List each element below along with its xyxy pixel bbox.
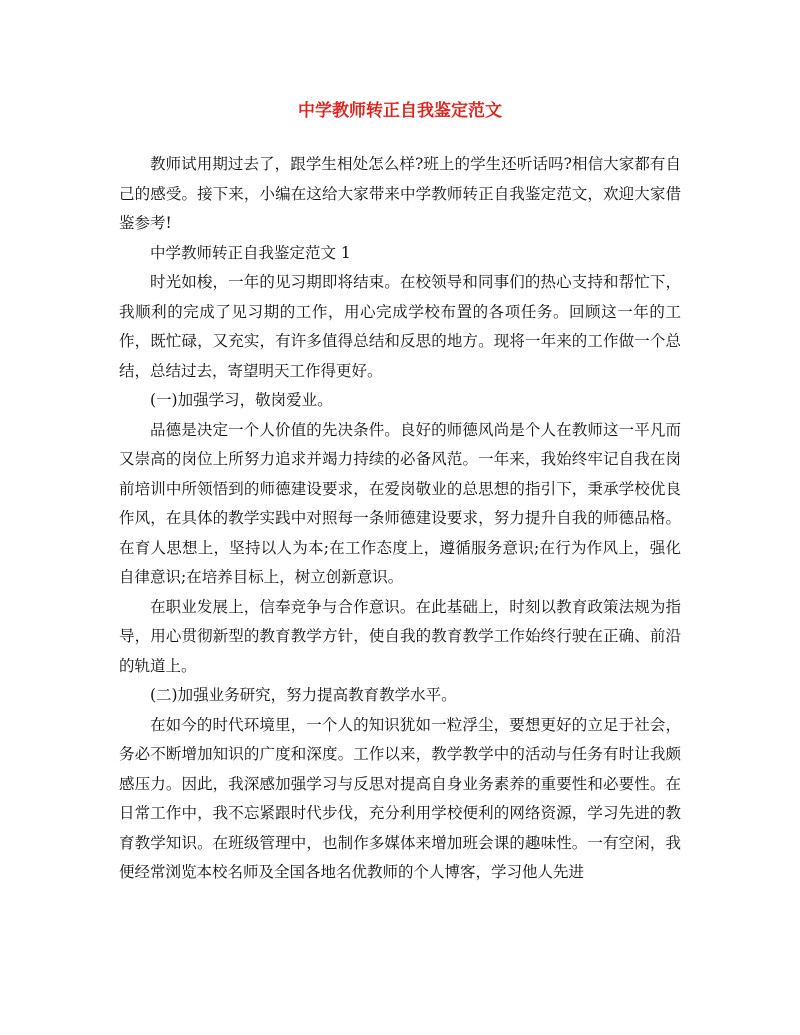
subsection-heading-2: (二)加强业务研究，努力提高教育教学水平。 — [150, 686, 457, 704]
document-body — [119, 150, 681, 888]
body-paragraph: 在如今的时代环境里，一个人的知识犹如一粒浮尘，要想更好的立足于社会，务必不断增加知识的广度和深度。工作以来，教学教学中的活动与任务有时让我颇感压力。因此，我深感加强学习与反思对提高自身业务素养的重要性和必要性。在日常工作中，我不忘紧跟时代步伐，充分利用学校便利的网络资源，学习先进的教育教学知识。在班级管理中，也制作多媒体来增加班会课的趣味性。一有空闲，我便经常浏览本校名师及全国各地名优教师的个人博客，学习他人先进 — [119, 715, 681, 881]
section-heading-1: 中学教师转正自我鉴定范文 1 — [150, 243, 351, 262]
body-paragraph: 时光如梭，一年的见习期即将结束。在校领导和同事们的热心支持和帮忙下，我顺利的完成了见习期的工作，用心完成学校布置的各项任务。回顾这一年的工作，既忙碌，又充实，有许多值得总结和反思的地方。现将一年来的工作做一个总结，总结过去，寄望明天工作得更好。 — [119, 273, 681, 380]
body-paragraph: 品德是决定一个人价值的先决条件。良好的师德风尚是个人在教师这一平凡而又崇高的岗位上所努力追求并竭力持续的必备风范。一年来，我始终牢记自我在岗前培训中所领悟到的师德建设要求，在爱岗敬业的总思想的指引下，秉承学校优良作风，在具体的教学实践中对照每一条师德建设要求，努力提升自我的师德品格。在育人思想上，坚持以人为本;在工作态度上，遵循服务意识;在行为作风上，强化自律意识;在培养目标上，树立创新意识。 — [119, 420, 681, 586]
intro-paragraph: 教师试用期过去了，跟学生相处怎么样?班上的学生还听话吗?相信大家都有自己的感受。接下来，小编在这给大家带来中学教师转正自我鉴定范文，欢迎大家借鉴参考! — [119, 155, 681, 232]
subsection-heading-1: (一)加强学习，敬岗爱业。 — [150, 391, 333, 409]
body-paragraph: 在职业发展上，信奉竞争与合作意识。在此基础上，时刻以教育政策法规为指导，用心贯彻新型的教育教学方针，使自我的教育教学工作始终行驶在正确、前沿的轨道上。 — [119, 597, 681, 675]
document-title: 中学教师转正自我鉴定范文 — [298, 101, 502, 121]
